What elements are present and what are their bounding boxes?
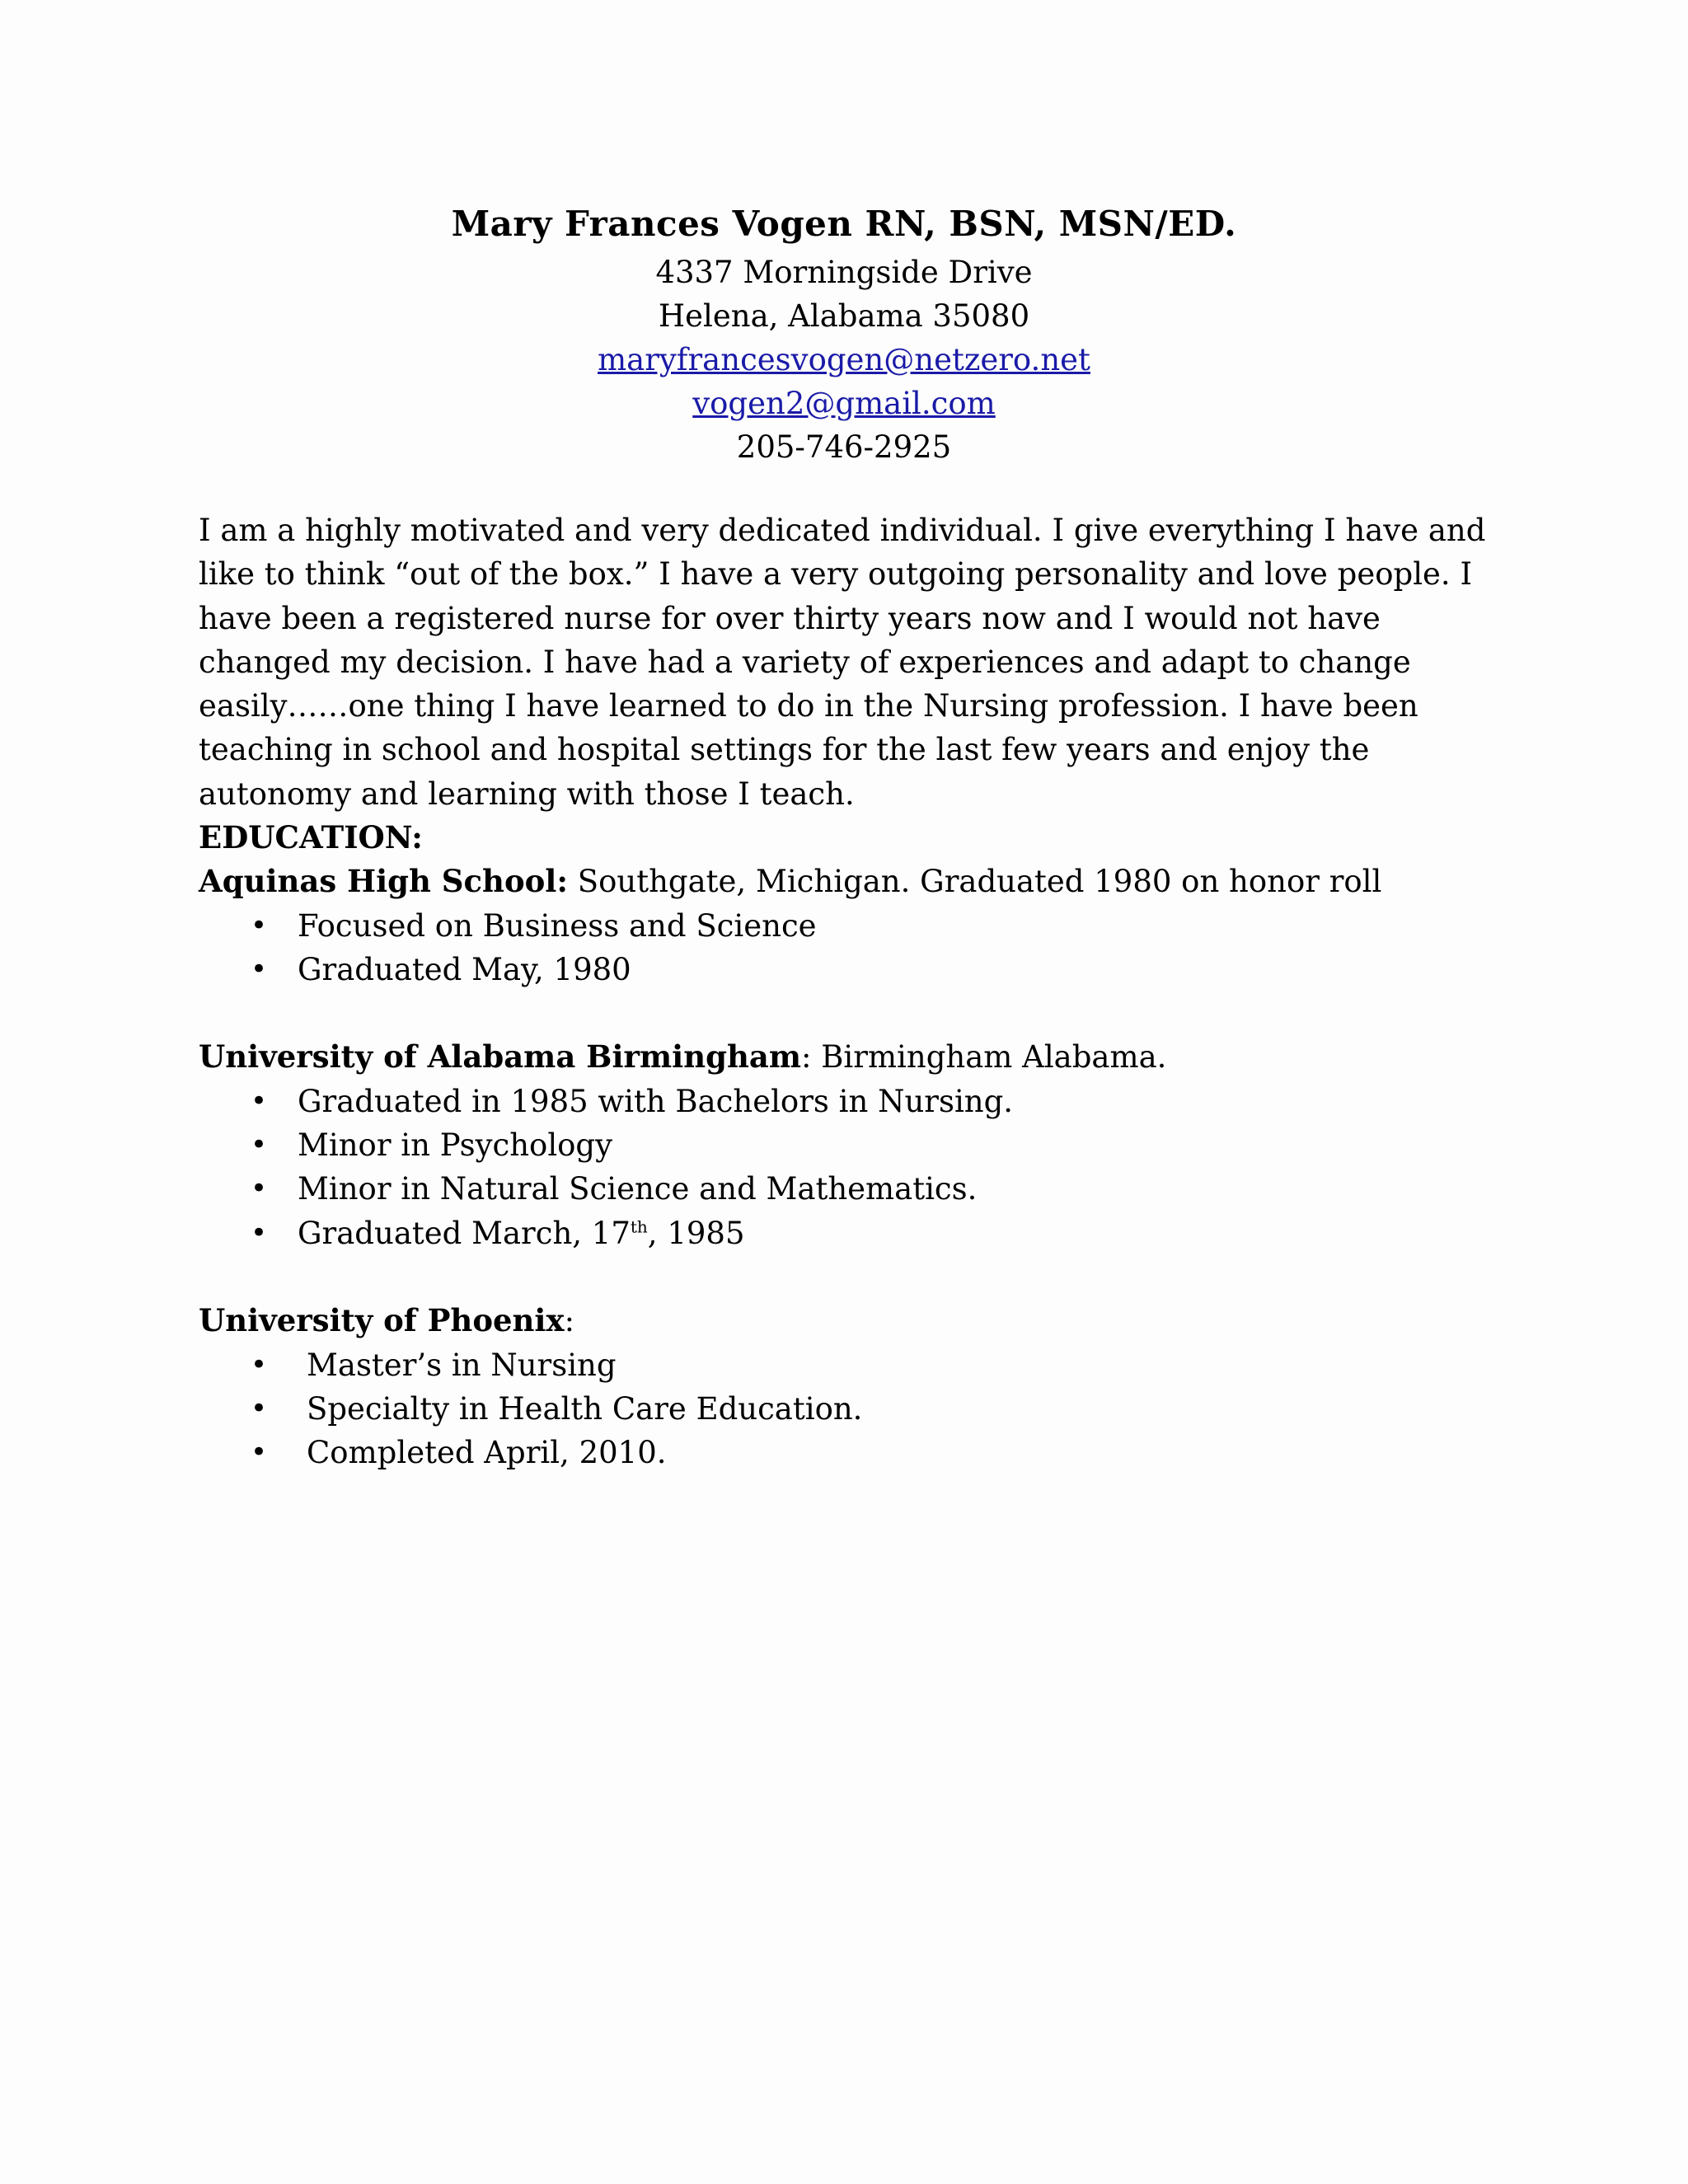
- list-item: [199, 1387, 1497, 1431]
- list-item-text: Master’s in Nursing: [307, 1347, 617, 1383]
- email-line-2: [0, 382, 1688, 425]
- list-item: [199, 1343, 1497, 1387]
- list-item-text: Minor in Natural Science and Mathematics.: [298, 1171, 978, 1207]
- education-section: [199, 816, 1497, 1474]
- list-item-text: Minor in Psychology: [298, 1127, 613, 1164]
- bullet-icon: •: [251, 1391, 268, 1425]
- contact-header: [0, 198, 1688, 469]
- list-item: [199, 904, 1497, 948]
- list-item-text: Focused on Business and Science: [298, 907, 817, 944]
- ordinal-suffix: th: [630, 1216, 648, 1237]
- list-item-text: [298, 1216, 744, 1251]
- list-item: [199, 1431, 1497, 1474]
- education-heading: EDUCATION:: [199, 819, 423, 855]
- bullet-icon: •: [251, 1347, 268, 1381]
- school-entry-uab: [199, 1035, 1497, 1079]
- bullet-icon: •: [251, 1172, 268, 1206]
- summary-paragraph: I am a highly motivated and very dedicated individual. I give everything I have and like to think “out of the box.” I have a very outgoing personality and love people. I have been a registered nurse for over thirty years now and I would not have changed my decision. I have had a variety of experiences and adapt to change easily……one thing I have learned to do in the Nursing profession. I have been teaching in school and hospital settings for the last few years and enjoy the autonomy and learning with those I teach.: [199, 513, 1486, 812]
- section-spacer: [199, 991, 1497, 1035]
- school-bullet-list: [199, 904, 1497, 992]
- school-name: University of Phoenix: [199, 1302, 565, 1339]
- list-item: [199, 1080, 1497, 1123]
- list-item-text: Graduated in 1985 with Bachelors in Nursing.: [298, 1083, 1014, 1119]
- email-link-1[interactable]: maryfrancesvogen@netzero.net: [598, 342, 1090, 377]
- graduation-date-prefix: Graduated March, 17: [298, 1215, 631, 1251]
- bullet-icon: •: [251, 952, 268, 986]
- address-line-1: 4337 Morningside Drive: [655, 255, 1033, 290]
- school-name: University of Alabama Birmingham: [199, 1038, 802, 1076]
- list-item: [199, 948, 1497, 991]
- bullet-icon: •: [251, 908, 268, 942]
- school-entry-phoenix: [199, 1299, 1497, 1343]
- applicant-name: Mary Frances Vogen RN, BSN, MSN/ED.: [451, 204, 1237, 244]
- bullet-icon: •: [251, 1436, 268, 1469]
- school-bullet-list: [199, 1080, 1497, 1255]
- phone-number: 205-746-2925: [736, 429, 952, 465]
- school-detail: Southgate, Michigan. Graduated 1980 on honor roll: [568, 864, 1382, 900]
- list-item-text: Completed April, 2010.: [307, 1435, 667, 1471]
- list-item-text: Graduated May, 1980: [298, 951, 631, 987]
- section-spacer: [199, 1255, 1497, 1299]
- bullet-icon: •: [251, 1084, 268, 1118]
- school-entry-aquinas: [199, 860, 1497, 903]
- graduation-date-suffix: , 1985: [647, 1215, 745, 1251]
- email-line-1: [0, 338, 1688, 382]
- school-detail: : Birmingham Alabama.: [801, 1039, 1167, 1076]
- list-item-text: Specialty in Health Care Education.: [307, 1390, 863, 1427]
- school-detail: :: [564, 1303, 575, 1339]
- list-item: [199, 1212, 1497, 1255]
- bullet-icon: •: [251, 1216, 268, 1249]
- school-name: Aquinas High School:: [199, 863, 569, 900]
- email-link-2[interactable]: vogen2@gmail.com: [692, 386, 996, 421]
- bullet-icon: •: [251, 1128, 268, 1162]
- list-item: [199, 1167, 1497, 1211]
- list-item: [199, 1123, 1497, 1167]
- address-line-2: Helena, Alabama 35080: [658, 298, 1030, 334]
- school-bullet-list: [199, 1343, 1497, 1475]
